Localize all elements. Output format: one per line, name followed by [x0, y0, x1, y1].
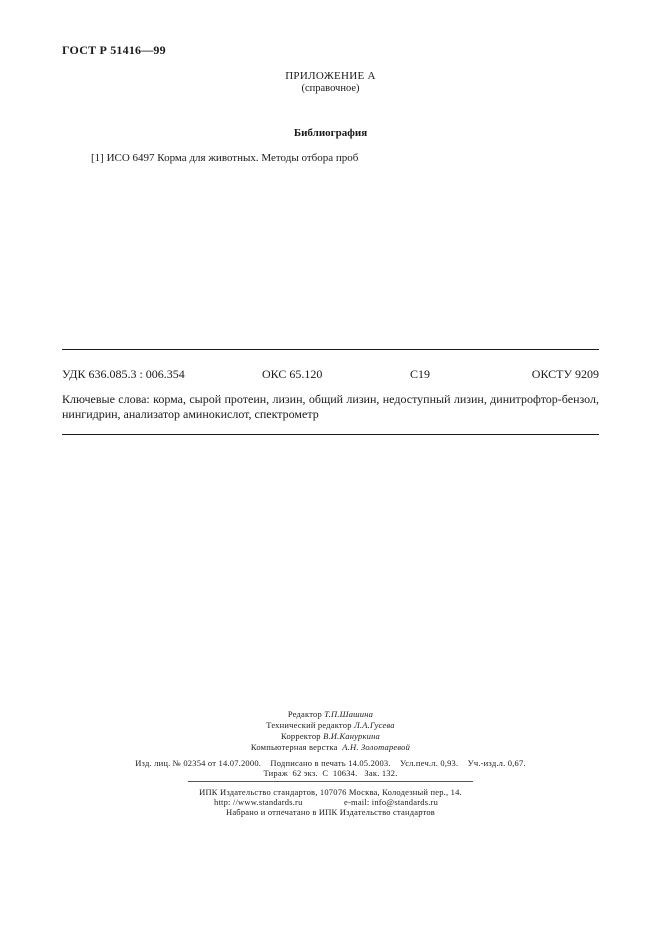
publisher-address: ИПК Издательство стандартов, 107076 Москва, Колодезный пер., 14. — [199, 787, 462, 797]
okstu-code: ОКСТУ 9209 — [531, 367, 599, 381]
bottom-rule — [62, 434, 599, 435]
annex-title: ПРИЛОЖЕНИЕ А — [285, 70, 376, 82]
bibliography-entry: [1] ИСО 6497 Корма для животных. Методы отбора проб — [91, 152, 359, 164]
credits-block — [0, 709, 661, 753]
credit-editor: Редактор Т.П.Шашина — [287, 709, 374, 719]
annex-subtitle: (справочное) — [301, 83, 360, 94]
standard-code: ГОСТ Р 51416—99 — [62, 43, 166, 57]
website-link[interactable]: http: //www.standards.ru — [214, 797, 303, 807]
group-code: С19 — [410, 367, 431, 381]
bibliography-title: Библиография — [293, 127, 368, 139]
udk-code: УДК 636.085.3 : 006.354 — [62, 367, 185, 381]
oks-code: ОКС 65.120 — [262, 367, 323, 381]
top-rule — [62, 349, 599, 350]
keywords: Ключевые слова: корма, сырой протеин, лизин, общий лизин, недоступный лизин, динитрофтор-бензол, нингидрин, анализатор аминокислот, спектрометр — [62, 392, 599, 421]
imprint-separator — [188, 781, 473, 782]
credit-corrector: Корректор В.И.Кануркина — [281, 731, 380, 741]
printed-by: Набрано и отпечатано в ИПК Издательство стандартов — [225, 807, 436, 817]
publication-line-2: Тираж 62 экз. С 10634. Зак. 132. — [263, 768, 398, 778]
publication-line-1: Изд. лиц. № 02354 от 14.07.2000. Подписано в печать 14.05.2003. Усл.печ.л. 0,93. Уч.-изд.л. 0,67. — [135, 758, 526, 768]
credit-tech-editor: Технический редактор Л.А.Гусева — [266, 720, 395, 730]
email-link[interactable]: e-mail: info@standards.ru — [344, 797, 439, 807]
credit-layout: Компьютерная верстка А.Н. Золотаревой — [250, 742, 411, 752]
